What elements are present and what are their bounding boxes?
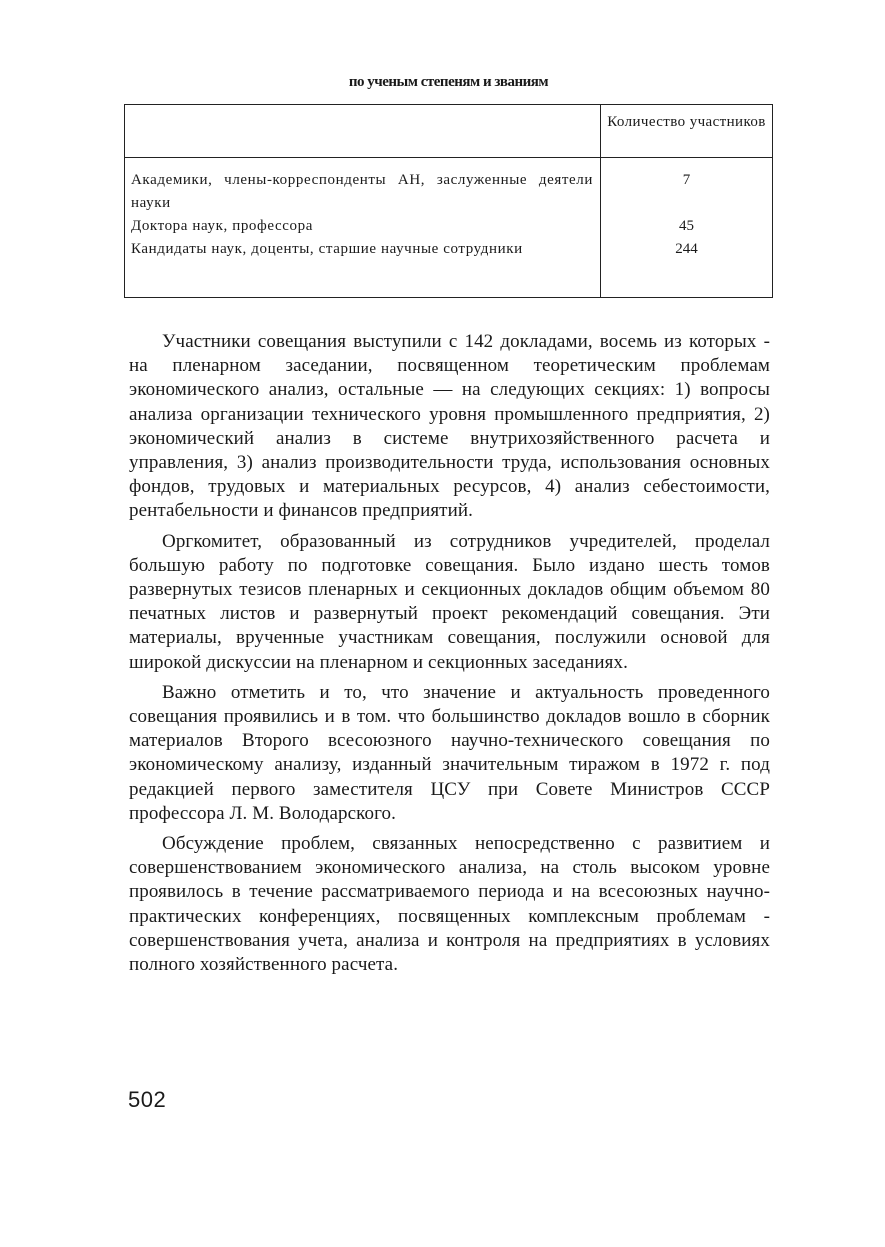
row-label: Кандидаты наук, доценты, старшие научные сотрудники — [131, 241, 523, 257]
table-header-divider — [125, 157, 772, 158]
paragraph: Обсуждение проблем, связанных непосредственно с развитием и совершенствованием экономического анализа, на столь высоком уровне проявилось в течение рассматриваемого периода и на всесоюзных научно-практических конференциях, посвященных комплексным проблемам - совершенствования учета, анализа и контроля на предприятиях в условиях полного хозяйственного расчета. — [129, 833, 770, 976]
row-value: 244 — [675, 241, 698, 257]
participants-table — [124, 104, 773, 298]
row-value: 45 — [679, 218, 694, 234]
table-column-divider — [600, 105, 601, 297]
row-value: 7 — [682, 172, 691, 188]
paragraph: Участники совещания выступили с 142 докладами, восемь из которых - на пленарном заседании, посвященном теоретическим проблемам экономического анализ, остальные — на следующих секциях: 1) вопросы анализа организации технического уровня промышленного предприятия, 2) экономический анализ в системе внутрихозяйственного расчета и управления, 3) анализ производительности труда, использования основных фондов, трудовых и материальных ресурсов, 4) анализ себестоимости, рентабельности и финансов предприятий. — [129, 331, 770, 522]
page-number: 502 — [128, 1087, 167, 1112]
row-label: Доктора наук, профессора — [131, 218, 313, 234]
column-header-participants-count: Количество участников — [607, 114, 766, 130]
paragraph: Оргкомитет, образованный из сотрудников учредителей, проделал большую работу по подготовке совещания. Было издано шесть томов развернутых тезисов пленарных и секционных докладов общим объемом 80 печатных листов и развернутый проект рекомендаций совещания. Эти материалы, врученные участникам совещания, послужили основой для широкой дискуссии на пленарном и секционных заседаниях. — [129, 530, 770, 673]
paragraph: Важно отметить и то, что значение и актуальность проведенного совещания проявились и в том. что большинство докладов вошло в сборник материалов Второго всесоюзного научно-технического совещания по экономическому анализу, изданный значительным тиражом в 1972 г. под редакцией первого заместителя ЦСУ при Совете Министров СССР профессора Л. М. Володарского. — [129, 681, 770, 824]
table-caption: по ученым степеням и званиям — [348, 74, 549, 90]
row-label: Академики, члены-корреспонденты АН, заслуженные деятели науки — [131, 172, 593, 211]
body-text — [129, 330, 770, 983]
